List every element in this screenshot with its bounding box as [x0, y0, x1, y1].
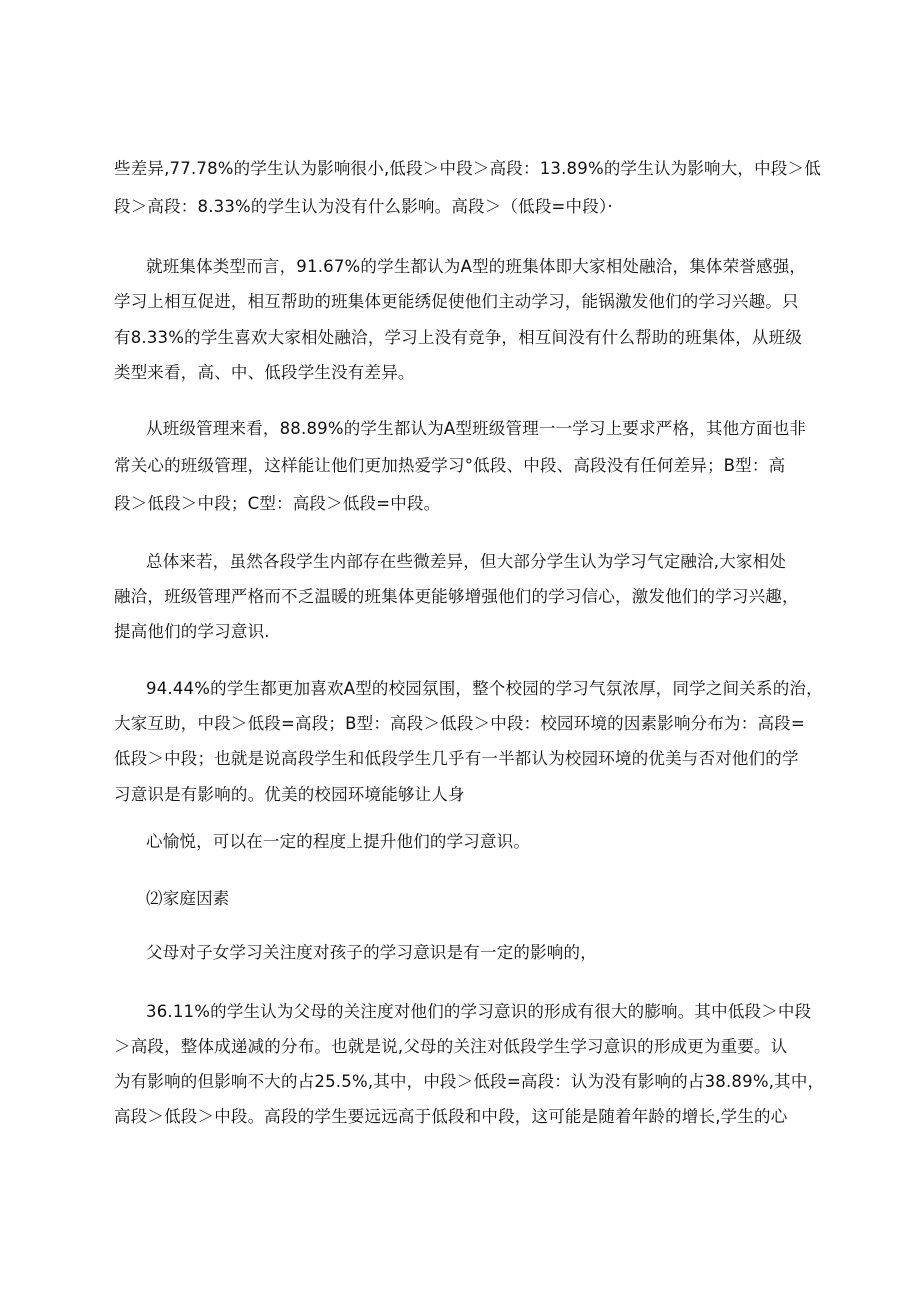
- paragraph-start-line: 心愉悦，可以在一定的程度上提升他们的学习意识。: [146, 832, 531, 851]
- text-line: 提高他们的学习意识.: [114, 622, 270, 641]
- text-line: 低段＞中段；也就是说高段学生和低段学生几乎有一半都认为校园环境的优美与否对他们的学: [114, 749, 799, 768]
- text-line: 高段＞低段＞中段。高段的学生要远远高于低段和中段，这可能是随着年龄的增长,学生的心: [114, 1107, 788, 1126]
- text-line: 段＞低段＞中段；C型：高段＞低段=中段。: [114, 494, 441, 513]
- text-line: 有8.33%的学生喜欢大家相处融洽，学习上没有竞争，相互间没有什么帮助的班集体，从班级: [114, 328, 803, 347]
- text-line: 学习上相互促进，相互帮助的班集体更能绣促使他们主动学习，能锅激发他们的学习兴趣。只: [114, 292, 799, 311]
- paragraph-start-line: 94.44%的学生都更加喜欢A型的校园氛围，整个校园的学习气氛浓厚，同学之间关系的治，: [146, 679, 823, 698]
- paragraph-start-line: 从班级管理来看，88.89%的学生都认为A型班级管理一一学习上要求严格，其他方面也非: [146, 419, 807, 438]
- paragraph-start-line: 就班集体类型而言，91.67%的学生都认为A型的班集体即大家相处融洽，集体荣誉感强，: [146, 257, 807, 276]
- text-line: 为有影响的但影响不大的占25.5%,其中，中段＞低段=高段：认为没有影响的占38.89%,其中，: [114, 1072, 825, 1091]
- text-line: 大家互助，中段＞低段=高段；B型：高段＞低段＞中段：校园环境的因素影响分布为：高段=: [114, 714, 805, 733]
- paragraph-start-line: 总体来若，虽然各段学生内部存在些微差异，但大部分学生认为学习气定融洽,大家相处: [146, 552, 787, 571]
- text-line: 些差异,77.78%的学生认为影响很小,低段＞中段＞高段：13.89%的学生认为影响大，中段＞低: [114, 159, 821, 178]
- text-line: 段＞高段：8.33%的学生认为没有什么影响。高段＞（低段=中段）·: [114, 197, 613, 216]
- text-line: 习意识是有影响的。优美的校园环境能够让人身: [114, 785, 465, 804]
- text-line: 融洽，班级管理严格而不乏温暖的班集体更能够增强他们的学习信心，激发他们的学习兴趣，: [114, 587, 799, 606]
- paragraph-start-line: 36.11%的学生认为父母的关注度对他们的学习意识的形成有很大的膨响。其中低段＞中段: [146, 1002, 812, 1021]
- text-line: ＞高段，整体成递减的分布。也就是说,父母的关注对低段学生学习意识的形成更为重要。认: [114, 1037, 788, 1056]
- text-line: 常关心的班级管理，这样能让他们更加热爱学习°低段、中段、高段没有任何差异；B型：高: [114, 456, 786, 475]
- paragraph-start-line: 父母对子女学习关注度对孩子的学习意识是有一定的影响的，: [146, 943, 597, 962]
- section-heading: ⑵家庭因素: [146, 889, 230, 908]
- text-line: 类型来看，高、中、低段学生没有差异。: [114, 363, 415, 382]
